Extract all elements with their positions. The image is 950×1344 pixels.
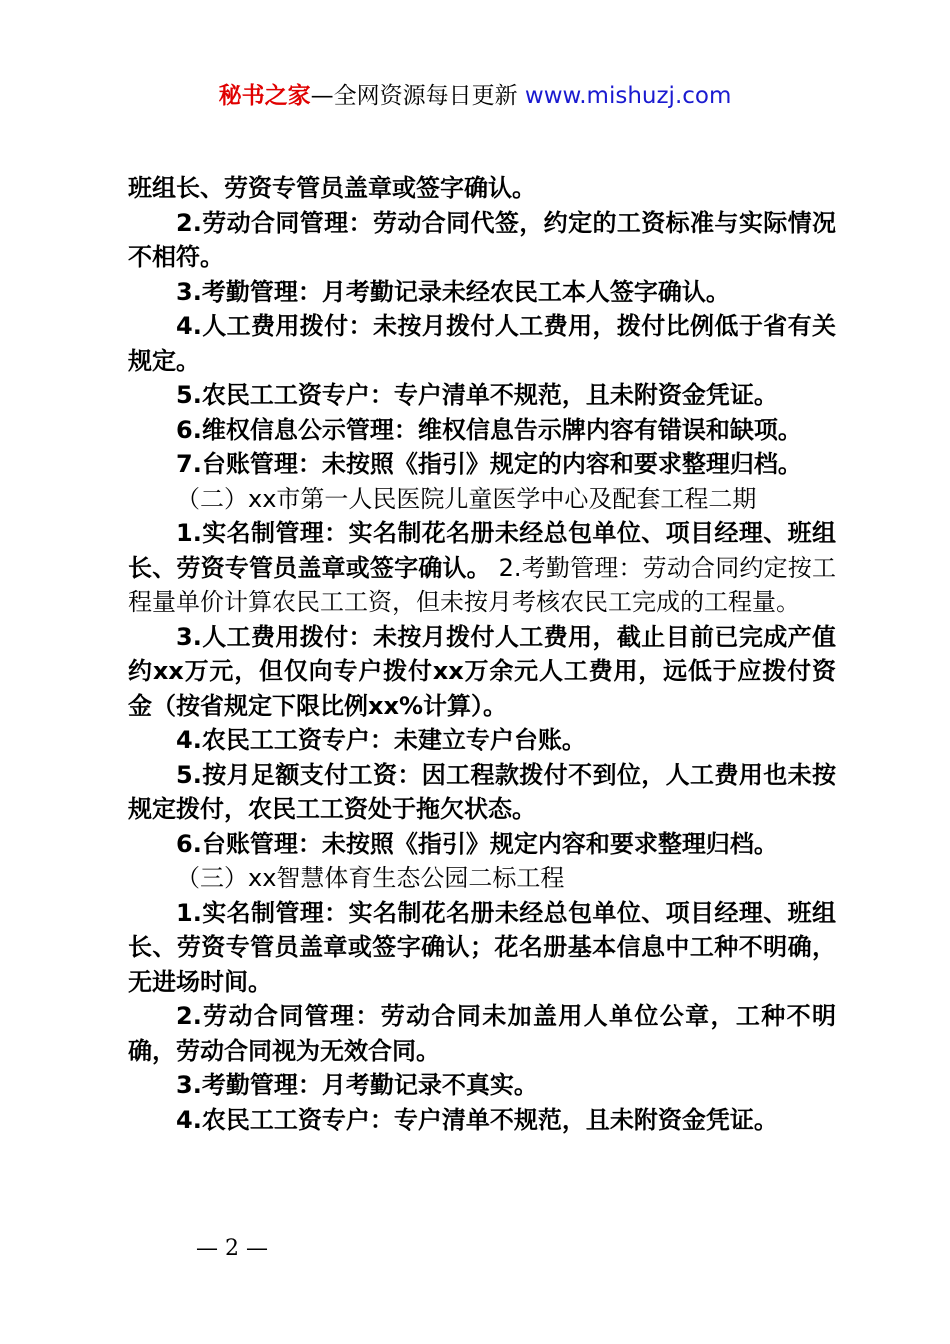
paragraph-7: 7.台账管理：未按照《指引》规定的内容和要求整理归档。 [176, 450, 802, 478]
paragraph-11: 4.农民工工资专户：未建立专户台账。 [176, 726, 586, 754]
paragraph-16: 2.劳动合同管理：劳动合同未加盖用人单位公章，工种不明确，劳动合同视为无效合同。 [128, 1002, 836, 1065]
paragraph-4: 4.人工费用拨付：未按月拨付人工费用，拨付比例低于省有关规定。 [128, 312, 836, 375]
site-brand: 秘书之家 [218, 83, 311, 109]
page-number: — 2 — [196, 1236, 268, 1261]
paragraph-5: 5.农民工工资专户：专户清单不规范，且未附资金凭证。 [176, 381, 778, 409]
document-body [128, 171, 836, 1137]
paragraph-13: 6.台账管理：未按照《指引》规定内容和要求整理归档。 [176, 829, 778, 858]
site-url-link[interactable]: www.mishuzj.com [524, 83, 732, 109]
paragraph-12: 5.按月足额支付工资：因工程款拨付不到位，人工费用也未按规定拨付，农民工工资处于拖欠状态。 [128, 760, 836, 823]
site-tagline: —全网资源每日更新 [310, 83, 525, 109]
paragraph-6: 6.维权信息公示管理：维权信息告示牌内容有错误和缺项。 [176, 415, 802, 444]
paragraph-17: 3.考勤管理：月考勤记录不真实。 [176, 1071, 538, 1099]
section-heading-2: （二）xx市第一人民医院儿童医学中心及配套工程二期 [176, 484, 757, 513]
paragraph-10: 3.人工费用拨付：未按月拨付人工费用，截止目前已完成产值约xx万元，但仅向专户拨付xx万余元人工费用，远低于应拨付资金（按省规定下限比例xx%计算）。 [128, 622, 836, 720]
site-header [0, 80, 950, 112]
paragraph-3: 3.考勤管理：月考勤记录未经农民工本人签字确认。 [176, 277, 730, 306]
paragraph-9 [128, 516, 836, 620]
paragraph-2: 2.劳动合同管理：劳动合同代签，约定的工资标准与实际情况不相符。 [128, 208, 836, 271]
paragraph-15: 1.实名制管理：实名制花名册未经总包单位、项目经理、班组长、劳资专管员盖章或签字确认；花名册基本信息中工种不明确，无进场时间。 [128, 898, 836, 996]
section-heading-3: （三）xx智慧体育生态公园二标工程 [176, 864, 565, 892]
paragraph-1: 班组长、劳资专管员盖章或签字确认。 [128, 174, 536, 202]
paragraph-9-bold: 1.实名制管理：实名制花名册未经总包单位、项目经理、班组长、劳资专管员盖章或签字确认。 [128, 519, 836, 582]
paragraph-18: 4.农民工工资专户：专户清单不规范，且未附资金凭证。 [176, 1105, 778, 1134]
paragraph-9-normal: 2.考勤管理：劳动合同约定按工程量单价计算农民工工资，但未按月考核农民工完成的工程量。 [128, 553, 836, 616]
